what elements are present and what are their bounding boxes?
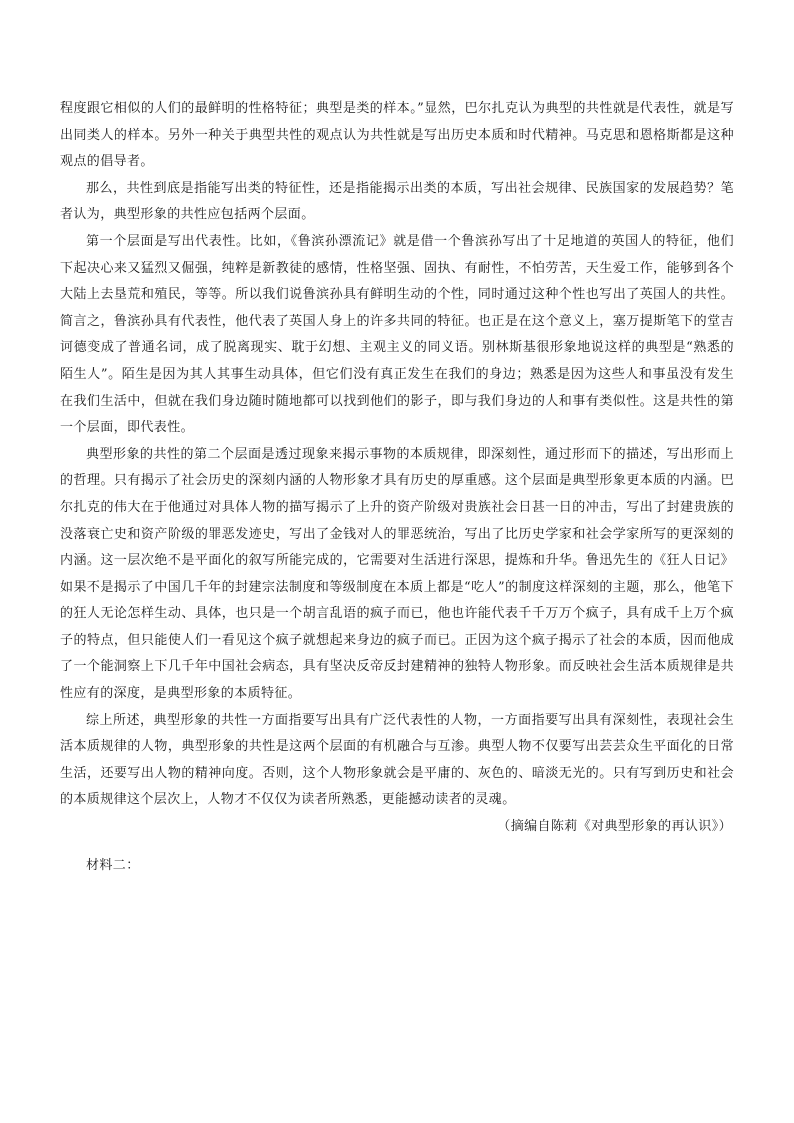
- paragraph-profundity: 典型形象的共性的第二个层面是透过现象来揭示事物的本质规律，即深刻性，通过形而下的描述，写出形而上的哲理。只有揭示了社会历史的深刻内涵的人物形象才具有历史的厚重感。这个层面是典型形象更本质的内涵。巴尔扎克的伟大在于他通过对具体人物的描写揭示了上升的资产阶级对贵族社会日甚一日的冲击，写出了封建贵族的没落衰亡史和资产阶级的罪恶发迹史，写出了金钱对人的罪恶统治，写出了比历史学家和社会学家所写的更深刻的内涵。这一层次绝不是平面化的叙写所能完成的，它需要对生活进行深思，提炼和升华。鲁迅先生的《狂人日记》如果不是揭示了中国几千年的封建宗法制度和等级制度在本质上都是“吃人”的制度这样深刻的主题，那么，他笔下的狂人无论怎样生动、具体，也只是一个胡言乱语的疯子而已，他也许能代表千千万万个疯子，具有成千上万个疯子的特点，但只能使人们一看见这个疯子就想起来身边的疯子而已。正因为这个疯子揭示了社会的本质，因而他成了一个能洞察上下几千年中国社会病态，具有坚决反帝反封建精神的独特人物形象。而反映社会生活本质规律是共性应有的深度，是典型形象的本质特征。: [60, 446, 734, 702]
- paragraph-representativeness: 第一个层面是写出代表性。比如，《鲁滨孙漂流记》就是借一个鲁滨孙写出了十足地道的英国人的特征，他们下起决心来又猛烈又倔强，纯粹是新教徒的感情，性格坚强、固执、有耐性，不怕劳苦，天生爱工作，能够到各个大陆上去垦荒和殖民，等等。所以我们说鲁滨孙具有鲜明生动的个性，同时通过这种个性也写出了英国人的共性。简言之，鲁滨孙具有代表性，他代表了英国人身上的许多共同的特征。也正是在这个意义上，塞万提斯笔下的堂吉诃德变成了普通名词，成了脱离现实、耽于幻想、主观主义的同义语。别林斯基很形象地说这样的典型是“熟悉的陌生人”。陌生是因为其人其事生动具体，但它们没有真正发生在我们的身边；熟悉是因为这些人和事虽没有发生在我们生活中，但就在我们身边随时随地都可以找到他们的影子，即与我们身边的人和事有类似性。这是共性的第一个层面，即代表性。: [60, 233, 734, 436]
- paragraph-question: 那么，共性到底是指能写出类的特征性，还是指能揭示出类的本质，写出社会规律、民族国家的发展趋势？笔者认为，典型形象的共性应包括两个层面。: [60, 180, 734, 223]
- document-body: [60, 96, 734, 879]
- paragraph-continuation: 程度跟它相似的人们的最鲜明的性格特征；典型是类的样本。”显然，巴尔扎克认为典型的共性就是代表性，就是写出同类人的样本。另外一种关于典型共性的观点认为共性就是写出历史本质和时代精神。马克思和恩格斯都是这种观点的倡导者。: [60, 101, 734, 170]
- source-citation: （摘编自陈莉《对典型形象的再认识》）: [497, 819, 732, 835]
- paragraph-summary: 综上所述，典型形象的共性一方面指要写出具有广泛代表性的人物，一方面指要写出具有深刻性，表现社会生活本质规律的人物，典型形象的共性是这两个层面的有机融合与互渗。典型人物不仅要写出芸芸众生平面化的日常生活，还要写出人物的精神向度。否则，这个人物形象就会是平庸的、灰色的、暗淡无光的。只有写到历史和社会的本质规律这个层次上，人物才不仅仅为读者所熟悉，更能撼动读者的灵魂。: [60, 712, 734, 808]
- material-two-heading: 材料二：: [86, 857, 140, 873]
